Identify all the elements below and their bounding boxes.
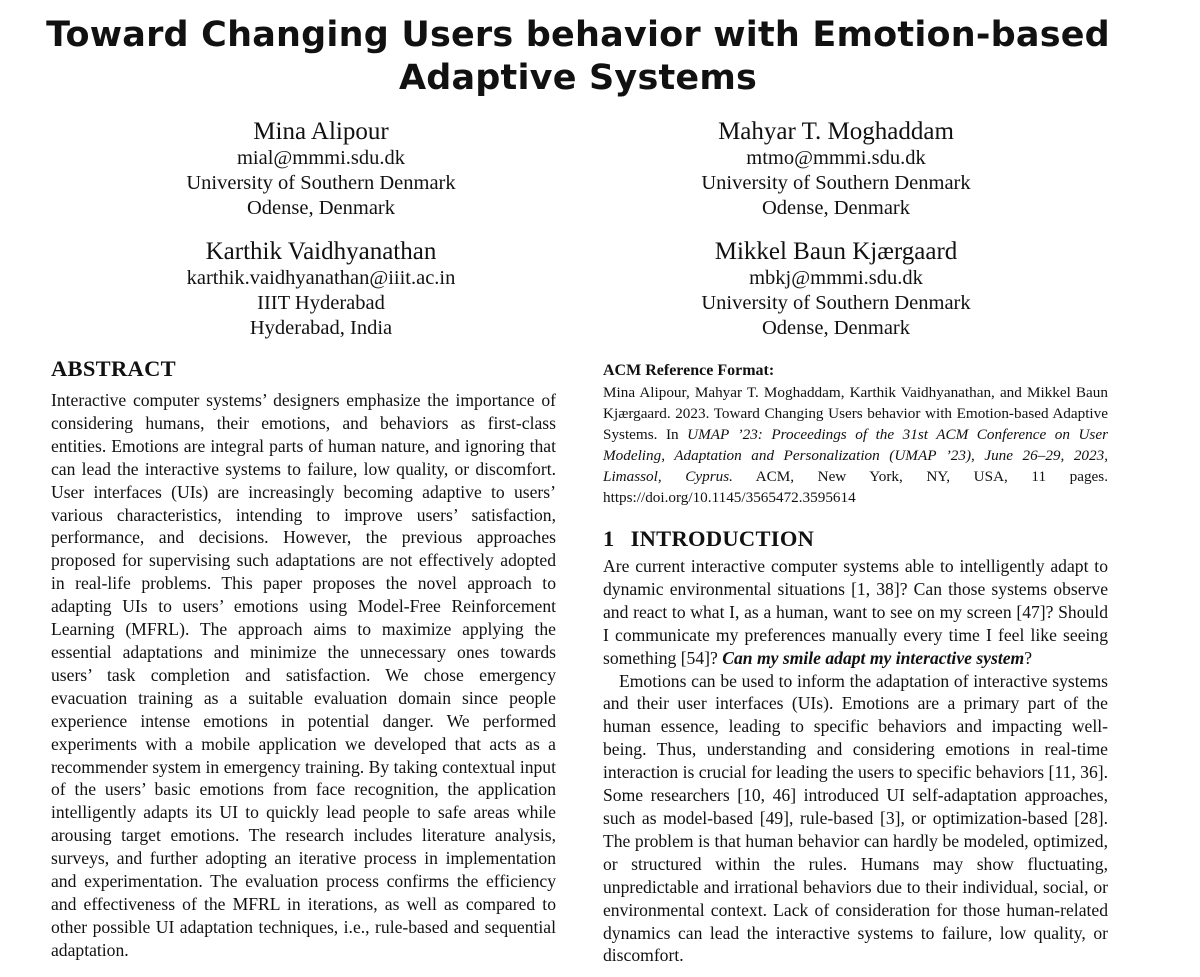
acm-reference-text xyxy=(603,382,1108,508)
acm-reference-venue: UMAP ’23: Proceedings of the 31st ACM Conference on User Modeling, Adaptation and Personalization (UMAP ’23), June 26–29, 2023, Limassol, Cyprus. xyxy=(603,426,1108,485)
section-heading: INTRODUCTION xyxy=(630,526,815,551)
author-affiliation: University of Southern Denmark xyxy=(701,292,971,314)
author-block xyxy=(596,118,1076,221)
author-affiliation: IIIT Hyderabad xyxy=(257,292,385,314)
introduction-paragraph: Emotions can be used to inform the adaptation of interactive systems and their user interfaces (UIs). Emotions are a primary part of the human essence, leading to specific behaviors and impacting well-being. Thus, understanding and considering emotions in real-time interaction is crucial for leading the users to specific behaviors [11, 36]. Some researchers [10, 46] introduced UI self-adaptation approaches, such as model-based [49], rule-based [3], or optimization-based [28]. The problem is that human behavior can hardly be modeled, optimized, or structured within the rules. Humans may show fluctuating, unpredictable and irrational behaviors due to their individual, social, or environmental context. Lack of consideration for those human-related dynamics can lead the interactive systems to failure, low quality, or discomfort. xyxy=(603,670,1108,966)
author-email: mbkj@mmmi.sdu.dk xyxy=(749,267,923,289)
acm-reference-heading: ACM Reference Format: xyxy=(603,362,775,379)
author-location: Odense, Denmark xyxy=(761,197,910,219)
author-block xyxy=(596,238,1076,341)
introduction-heading xyxy=(603,525,1108,553)
author-email: mtmo@mmmi.sdu.dk xyxy=(746,147,926,169)
author-name: Mahyar T. Moghaddam xyxy=(718,118,954,145)
abstract-heading: ABSTRACT xyxy=(51,356,176,381)
acm-reference-plain: Mina Alipour, Mahyar T. Moghaddam, Karthik Vaidhyanathan, and Mikkel Baun Kjærgaard. 2023. Toward Changing Users behavior with Emotion-based Adaptive Systems. In xyxy=(603,384,1108,443)
author-block xyxy=(81,238,561,341)
author-name: Mina Alipour xyxy=(253,118,389,145)
author-affiliation: University of Southern Denmark xyxy=(186,172,456,194)
author-email: karthik.vaidhyanathan@iiit.ac.in xyxy=(186,267,456,289)
section-number: 1 xyxy=(603,526,615,551)
right-column xyxy=(603,360,1108,967)
author-location: Odense, Denmark xyxy=(246,197,395,219)
author-affiliation: University of Southern Denmark xyxy=(701,172,971,194)
intro-para1-end: ? xyxy=(1024,647,1033,668)
paper-title: Toward Changing Users behavior with Emotion-based Adaptive Systems xyxy=(46,15,1110,98)
abstract-text: Interactive computer systems’ designers emphasize the importance of considering humans, their emotions, and behaviors as first-class entities. Emotions are integral parts of human nature, and ignoring that can lead the interactive systems to failure, low quality, or discomfort. User interfaces (UIs) are increasingly becoming adaptive to users’ various characteristics, intending to improve users’ satisfaction, performance, and decisions. However, the previous approaches proposed for supervising such adaptations are not effectively adopted in real-life problems. This paper proposes the novel approach to adapting UIs to users’ emotions using Model-Free Reinforcement Learning (MFRL). The approach aims to maximize applying the essential adaptations and minimize the unnecessary ones towards users’ task completion and satisfaction. We chose emergency evacuation training as a suitable evaluation domain since people experience intense emotions in potential danger. We performed experiments with a mobile application we developed that acts as a recommender system in emergency training. By taking contextual input of the users’ basic emotions from face recognition, the application intelligently adapts its UI to quickly lead people to safe areas while arousing target emotions. The research includes literature analysis, surveys, and further adopting an iterative process in implementation and experimentation. The evaluation process confirms the efficiency and effectiveness of the MFRL in iterations, as well as compared to other possible UI adaptation techniques, i.e., rule-based and sequential adaptation. xyxy=(51,390,556,960)
author-location: Hyderabad, India xyxy=(249,317,393,339)
author-name: Karthik Vaidhyanathan xyxy=(205,238,437,265)
abstract-section xyxy=(51,355,556,962)
author-location: Odense, Denmark xyxy=(761,317,910,339)
introduction-paragraph xyxy=(603,555,1108,670)
author-email: mial@mmmi.sdu.dk xyxy=(236,147,406,169)
acm-reference-tail: ACM, New York, NY, USA, 11 pages. https://doi.org/10.1145/3565472.3595614 xyxy=(603,468,1108,506)
intro-para1-text: Are current interactive computer systems able to intelligently adapt to dynamic environmental situations [1, 38]? Can those systems observe and react to what I, as a human, want to see on my screen [47]? Should I communicate my preferences manually every time I feel like seeing something [54]? xyxy=(603,556,1108,668)
author-name: Mikkel Baun Kjærgaard xyxy=(714,238,958,265)
author-block xyxy=(81,118,561,221)
intro-para1-emphasis: Can my smile adapt my interactive system xyxy=(722,647,1025,668)
